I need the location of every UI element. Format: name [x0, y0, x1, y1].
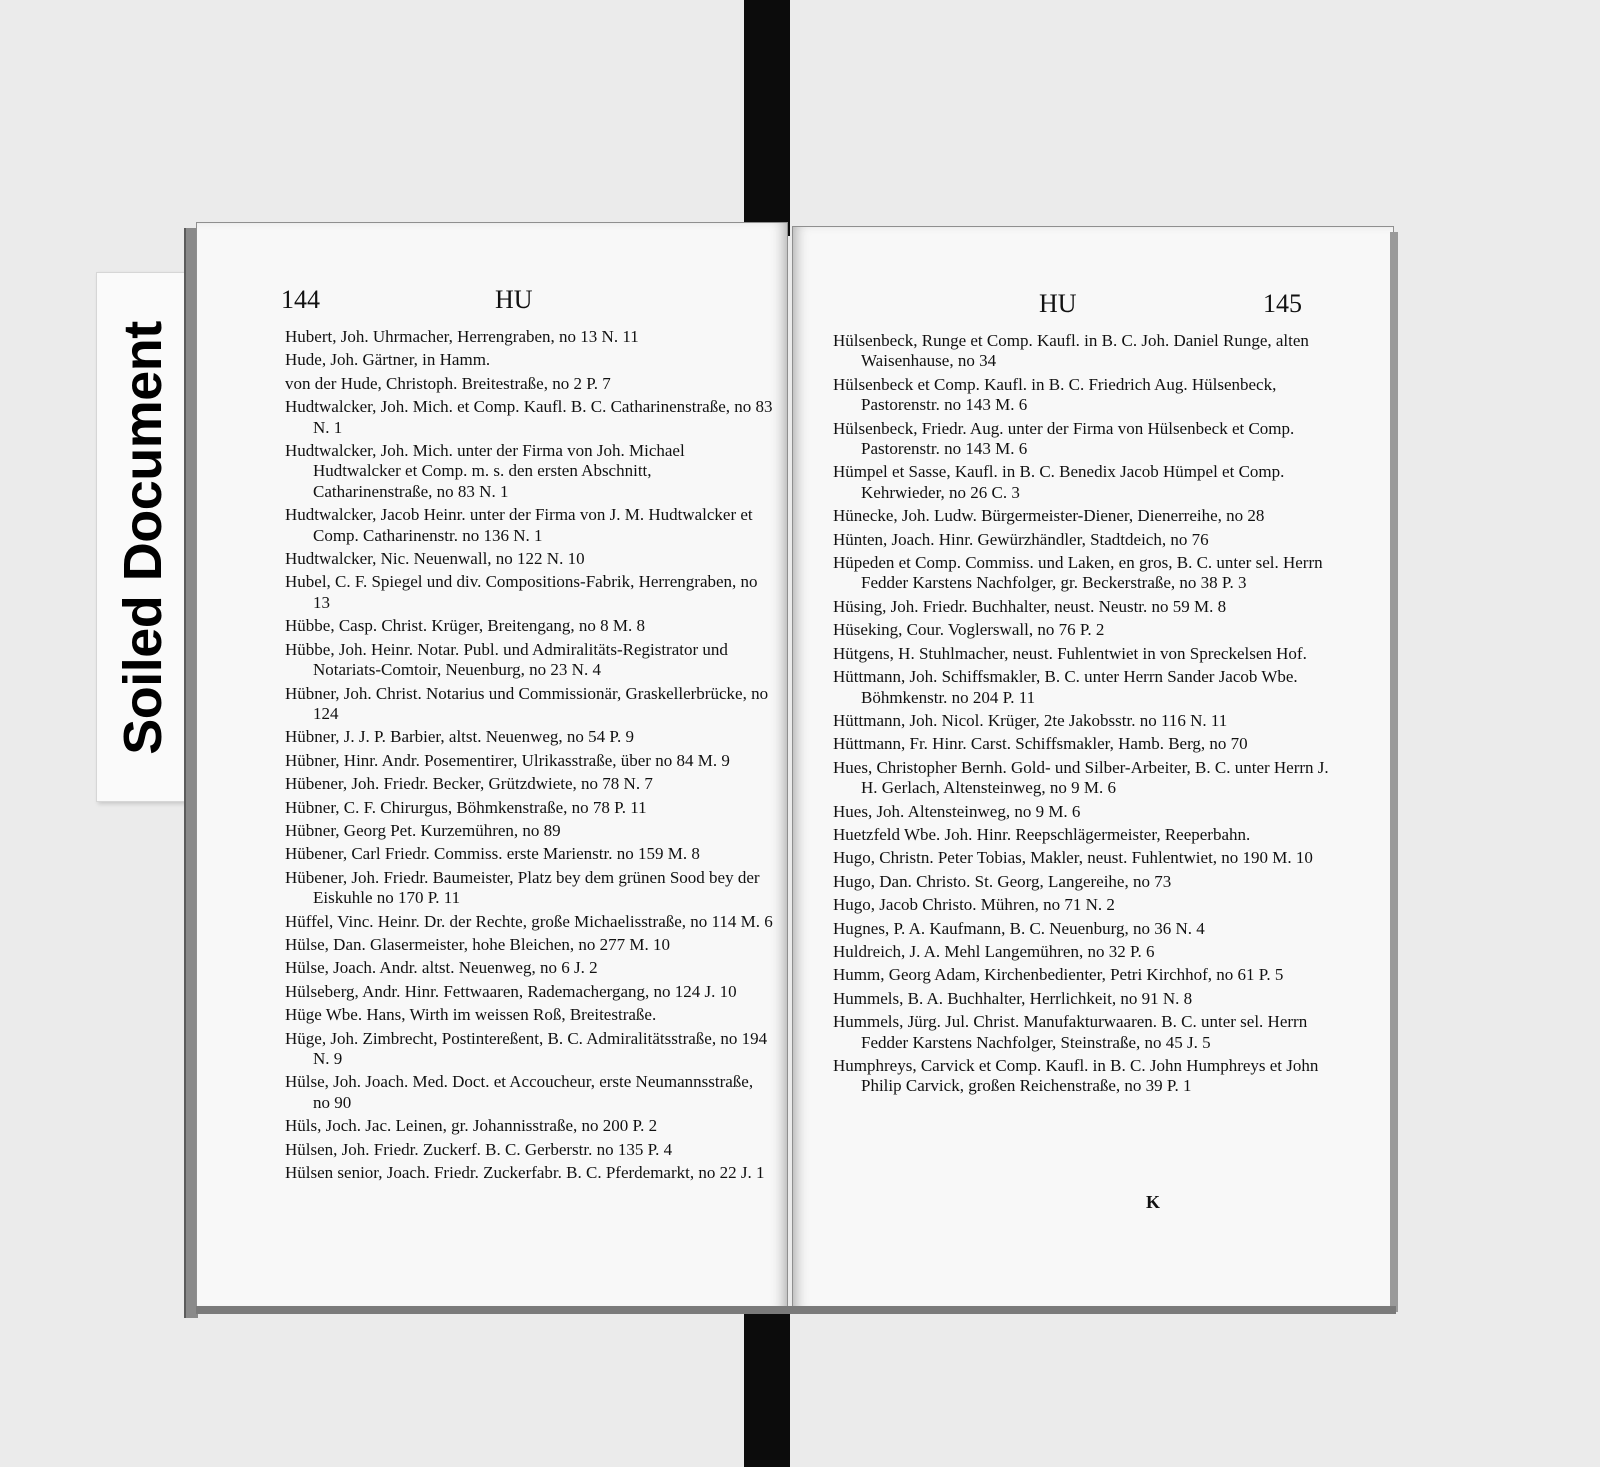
directory-entry: Hüttmann, Fr. Hinr. Carst. Schiffsmakler, Hamb. Berg, no 70: [833, 734, 1248, 754]
directory-entry: Hümpel et Sasse, Kaufl. in B. C. Benedix Jacob Hümpel et Comp. Kehrwieder, no 26 C. 3: [833, 462, 1285, 502]
directory-entry: Hülse, Joach. Andr. altst. Neuenweg, no 6 J. 2: [285, 958, 598, 978]
directory-entry: Hülse, Dan. Glasermeister, hohe Bleichen, no 277 M. 10: [285, 934, 671, 954]
directory-entry: Huldreich, J. A. Mehl Langemühren, no 32 P. 6: [833, 941, 1155, 961]
directory-entry: Hübener, Joh. Friedr. Baumeister, Platz bey dem grünen Sood bey der Eiskuhle no 170 P. 11: [285, 867, 760, 908]
spine-shadow-top: [744, 0, 790, 236]
directory-entry: Humm, Georg Adam, Kirchenbedienter, Petri Kirchhof, no 61 P. 5: [833, 965, 1284, 985]
right-page-number: 145: [1263, 289, 1302, 318]
directory-entry: Hude, Joh. Gärtner, in Hamm.: [285, 350, 491, 370]
directory-entry: Hudtwalcker, Joh. Mich. unter der Firma von Joh. Michael Hudtwalcker et Comp. m. s. den ersten Abschnitt, Catharinenstraße, no 83 N. 1: [285, 441, 685, 501]
directory-entry: Hues, Christopher Bernh. Gold- und Silber-Arbeiter, B. C. unter Herrn J. H. Gerlach, Altensteinweg, no 9 M. 6: [833, 757, 1329, 798]
book-bottom-edge: [196, 1306, 1396, 1314]
directory-entry: Hübner, Joh. Christ. Notarius und Commissionär, Graskellerbrücke, no 124: [285, 683, 769, 723]
right-entry-list: [833, 331, 1333, 1100]
directory-entry: Hübbe, Casp. Christ. Krüger, Breitengang, no 8 M. 8: [285, 616, 646, 636]
directory-entry: Humphreys, Carvick et Comp. Kaufl. in B. C. John Humphreys et John Philip Carvick, großen Reichenstraße, no 39 P. 1: [833, 1056, 1319, 1096]
directory-entry: Hüttmann, Joh. Nicol. Krüger, 2te Jakobsstr. no 116 N. 11: [833, 710, 1228, 730]
directory-entry: Hülsenbeck, Friedr. Aug. unter der Firma von Hülsenbeck et Comp. Pastorenstr. no 143 M. 6: [833, 418, 1295, 459]
directory-entry: Hüge, Joh. Zimbrecht, Postintereßent, B. C. Admiralitätsstraße, no 194 N. 9: [285, 1028, 768, 1068]
directory-entry: Hütgens, H. Stuhlmacher, neust. Fuhlentwiet in von Spreckelsen Hof.: [833, 643, 1307, 663]
directory-entry: Hübner, Georg Pet. Kurzemühren, no 89: [285, 820, 561, 840]
directory-entry: Hüls, Joch. Jac. Leinen, gr. Johannisstraße, no 200 P. 2: [285, 1116, 658, 1136]
directory-entry: Hudtwalcker, Nic. Neuenwall, no 122 N. 10: [285, 549, 585, 569]
right-page: [792, 226, 1394, 1312]
directory-entry: Hüpeden et Comp. Commiss. und Laken, en gros, B. C. unter sel. Herrn Fedder Karstens Nachfolger, gr. Beckerstraße, no 38 P. 3: [833, 553, 1323, 593]
directory-entry: Hubel, C. F. Spiegel und div. Compositions-Fabrik, Herrengraben, no 13: [285, 572, 758, 612]
directory-entry: Hülsenbeck et Comp. Kaufl. in B. C. Friedrich Aug. Hülsenbeck, Pastorenstr. no 143 M. 6: [833, 374, 1277, 415]
document-label-card: [96, 272, 188, 802]
directory-entry: Hübner, Hinr. Andr. Posementirer, Ulrikasstraße, über no 84 M. 9: [285, 750, 730, 770]
left-page: [196, 222, 788, 1312]
spine-shadow-bottom: [744, 1306, 790, 1467]
book-edge-right: [1390, 232, 1398, 1312]
directory-entry: Hüge Wbe. Hans, Wirth im weissen Roß, Breitestraße.: [285, 1005, 657, 1025]
directory-entry: Hummels, B. A. Buchhalter, Herrlichkeit, no 91 N. 8: [833, 988, 1193, 1008]
right-page-heading: HU: [1039, 289, 1077, 318]
directory-entry: Hülsen, Joh. Friedr. Zuckerf. B. C. Gerberstr. no 135 P. 4: [285, 1139, 673, 1159]
left-page-heading: HU: [495, 285, 533, 314]
directory-entry: Hugnes, P. A. Kaufmann, B. C. Neuenburg, no 36 N. 4: [833, 918, 1205, 938]
directory-entry: Hues, Joh. Altensteinweg, no 9 M. 6: [833, 801, 1081, 821]
directory-entry: Hugo, Dan. Christo. St. Georg, Langereihe, no 73: [833, 871, 1172, 891]
directory-entry: Huetzfeld Wbe. Joh. Hinr. Reepschlägermeister, Reeperbahn.: [833, 824, 1251, 844]
directory-entry: Hüsing, Joh. Friedr. Buchhalter, neust. Neustr. no 59 M. 8: [833, 596, 1227, 616]
directory-entry: von der Hude, Christoph. Breitestraße, no 2 P. 7: [285, 373, 611, 393]
directory-entry: Hülsen senior, Joach. Friedr. Zuckerfabr. B. C. Pferdemarkt, no 22 J. 1: [285, 1163, 765, 1183]
directory-entry: Hübbe, Joh. Heinr. Notar. Publ. und Admiralitäts-Registrator und Notariats-Comtoir, Neuenburg, no 23 N. 4: [285, 639, 728, 680]
left-page-number: 144: [281, 285, 320, 314]
directory-entry: Hüttmann, Joh. Schiffsmakler, B. C. unter Herrn Sander Jacob Wbe. Böhmkenstr. no 204 P. 11: [833, 667, 1298, 707]
directory-entry: Hülsenbeck, Runge et Comp. Kaufl. in B. C. Joh. Daniel Runge, alten Waisenhause, no 34: [833, 331, 1309, 371]
directory-entry: Hübener, Joh. Friedr. Becker, Grützdwiete, no 78 N. 7: [285, 774, 653, 794]
directory-entry: Hülseberg, Andr. Hinr. Fettwaaren, Rademachergang, no 124 J. 10: [285, 981, 737, 1001]
directory-entry: Hünecke, Joh. Ludw. Bürgermeister-Diener, Dienerreihe, no 28: [833, 506, 1265, 526]
directory-entry: Hudtwalcker, Jacob Heinr. unter der Firma von J. M. Hudtwalcker et Comp. Catharinenstr. no 136 N. 1: [285, 505, 753, 545]
directory-entry: Hübener, Carl Friedr. Commiss. erste Marienstr. no 159 M. 8: [285, 844, 700, 864]
directory-entry: Hüseking, Cour. Voglerswall, no 76 P. 2: [833, 620, 1105, 640]
directory-entry: Hummels, Jürg. Jul. Christ. Manufakturwaaren. B. C. unter sel. Herrn Fedder Karstens Nachfolger, Steinstraße, no 45 J. 5: [833, 1012, 1308, 1052]
directory-entry: Hübner, J. J. P. Barbier, altst. Neuenweg, no 54 P. 9: [285, 727, 634, 747]
catchword: K: [1146, 1192, 1161, 1212]
directory-entry: Hübner, C. F. Chirurgus, Böhmkenstraße, no 78 P. 11: [285, 797, 647, 817]
directory-entry: Hüffel, Vinc. Heinr. Dr. der Rechte, große Michaelisstraße, no 114 M. 6: [285, 911, 773, 931]
directory-entry: Hudtwalcker, Joh. Mich. et Comp. Kaufl. B. C. Catharinenstraße, no 83 N. 1: [285, 397, 773, 437]
directory-entry: Hülse, Joh. Joach. Med. Doct. et Accoucheur, erste Neumannsstraße, no 90: [285, 1072, 754, 1112]
directory-entry: Hugo, Christn. Peter Tobias, Makler, neust. Fuhlentwiet, no 190 M. 10: [833, 848, 1313, 868]
directory-entry: Hugo, Jacob Christo. Mühren, no 71 N. 2: [833, 895, 1115, 915]
directory-entry: Hubert, Joh. Uhrmacher, Herrengraben, no 13 N. 11: [285, 327, 639, 346]
document-label: Soiled Document: [113, 321, 173, 755]
directory-entry: Hünten, Joach. Hinr. Gewürzhändler, Stadtdeich, no 76: [833, 529, 1209, 549]
left-entry-list: [285, 327, 773, 1186]
